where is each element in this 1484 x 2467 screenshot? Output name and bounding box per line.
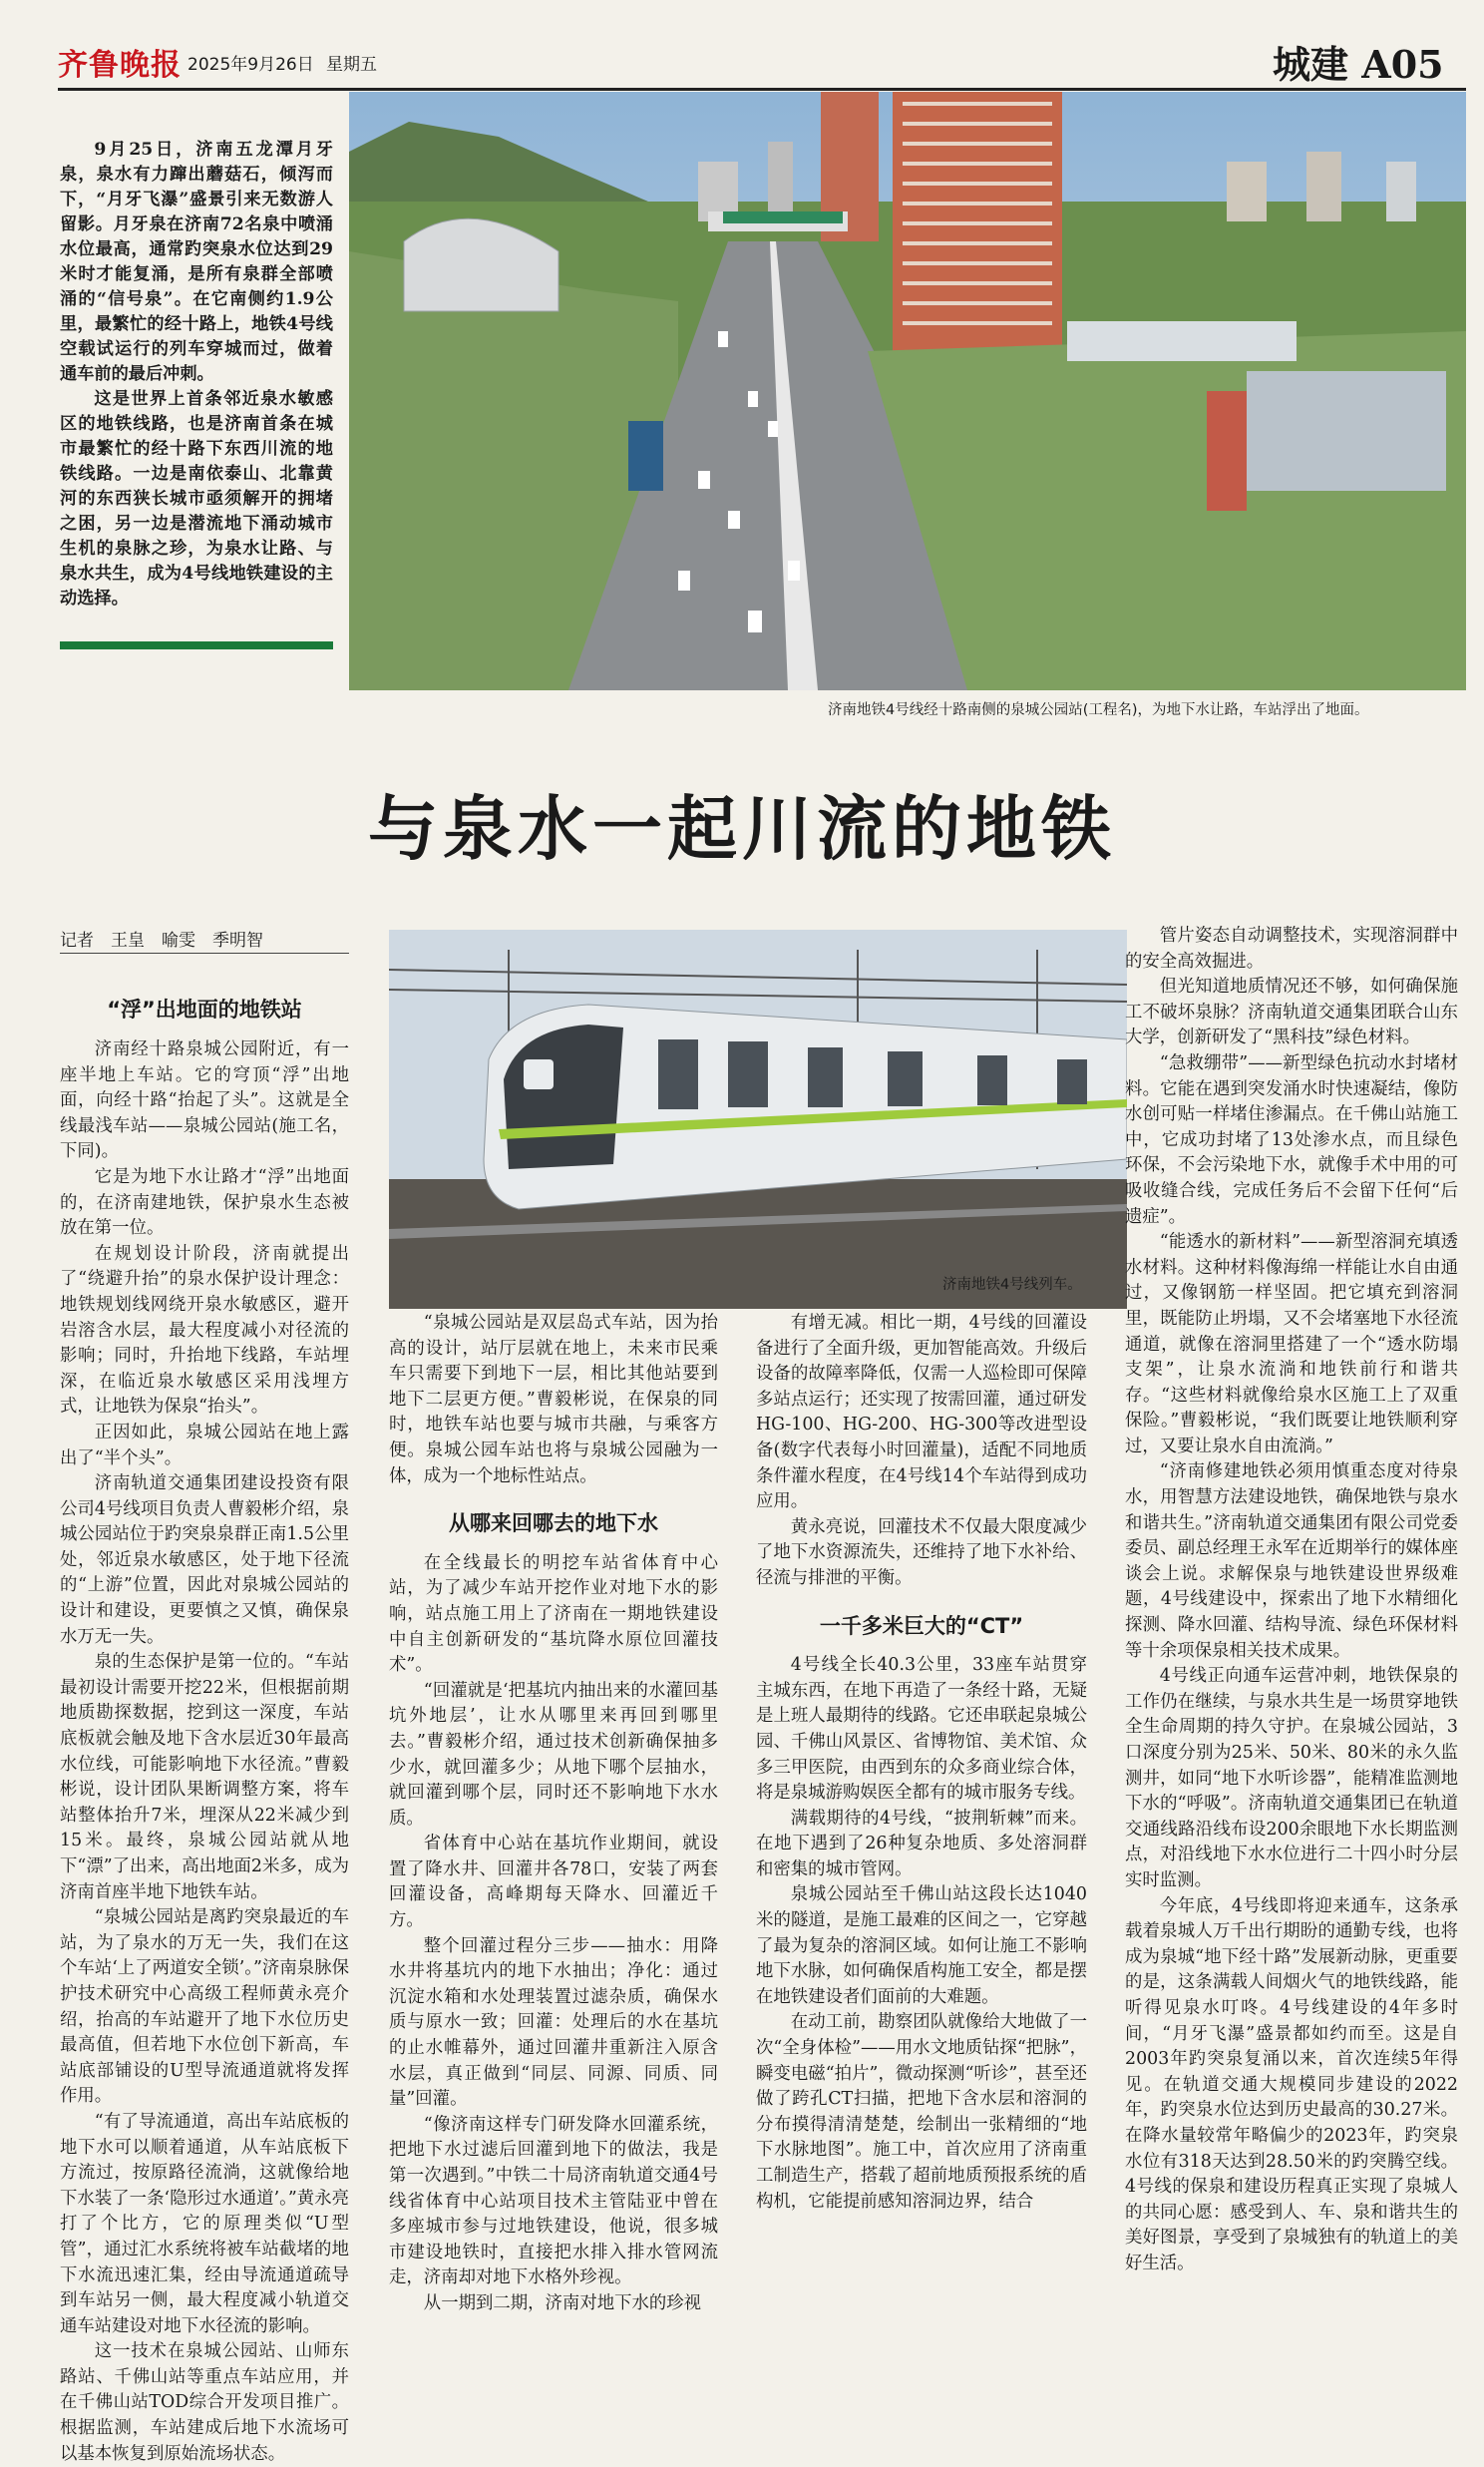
paragraph: 但光知道地质情况还不够，如何确保施工不破坏泉脉？济南轨道交通集团联合山东大学，创新研发了“黑科技”绿色材料。 xyxy=(1125,977,1458,1048)
paragraph: 这一技术在泉城公园站、山师东路站、千佛山站等重点车站应用，并在千佛山站TOD综合开发项目推广。根据监测，车站建成后地下水流场可以基本恢复到原始流场状态。 xyxy=(60,2341,349,2464)
intro-paragraph: 这是世界上首条邻近泉水敏感区的地铁线路，也是济南首条在城市最繁忙的经十路下东西川流的地铁线路。一边是南依泰山、北靠黄河的东西狭长城市亟须解开的拥堵之困，另一边是潜流地下涌动城市生机的泉脉之珍，为泉水让路、与泉水共生，成为4号线地铁建设的主动选择。 xyxy=(60,389,333,609)
paragraph: 4号线正向通车运营冲刺，地铁保泉的工作仍在继续，与泉水共生是一场贯穿地铁全生命周期的持久守护。在泉城公园站，3口深度分别为25米、50米、80米的永久监测井，如同“地下水听诊器”，能精准监测地下水的“呼吸”。济南轨道交通集团已在轨道交通线路沿线布设200余眼地下水长期监测点，对沿线地下水水位进行二十四小时分层实时监测。 xyxy=(1125,1666,1458,1890)
masthead xyxy=(0,0,1484,90)
intro-text xyxy=(60,138,333,612)
paragraph: 正因如此，泉城公园站在地上露出了“半个头”。 xyxy=(60,1422,349,1468)
paragraph: 济南经十路泉城公园附近，有一座半地上车站。它的穹顶“浮”出地面，向经十路“抬起了头”。这就是全线最浅车站——泉城公园站(施工名，下同)。 xyxy=(60,1039,349,1162)
intro-accent-bar xyxy=(60,641,333,649)
paragraph: 它是为地下水让路才“浮”出地面的，在济南建地铁，保护泉水生态被放在第一位。 xyxy=(60,1166,349,1239)
paragraph: 济南轨道交通集团建设投资有限公司4号线项目负责人曹毅彬介绍，泉城公园站位于趵突泉泉群正南1.5公里处，邻近泉水敏感区，处于地下径流的“上游”位置，因此对泉城公园站的设计和建设，更要慎之又慎，确保泉水万无一失。 xyxy=(60,1473,349,1647)
paragraph: “急救绷带”——新型绿色抗动水封堵材料。它能在遇到突发涌水时快速凝结，像防水创可贴一样堵住渗漏点。在千佛山站施工中，它成功封堵了13处渗水点，而且绿色环保，不会污染地下水，就像手术中用的可吸收缝合线，完成任务后不会留下任何“后遗症”。 xyxy=(1125,1052,1458,1227)
byline: 记者 王皇 喻雯 季明智 xyxy=(60,931,263,951)
paragraph: 满载期待的4号线，“披荆斩棘”而来。在地下遇到了26种复杂地质、多处溶洞群和密集的城市管网。 xyxy=(756,1808,1087,1879)
paragraph: 泉的生态保护是第一位的。“车站最初设计需要开挖22米，但根据前期地质勘探数据，挖到这一深度，车站底板就会触及地下含水层近30年最高水位线，可能影响地下水径流。”曹毅彬说，设计团队果断调整方案，将车站整体抬升7米，埋深从22米减少到15米。最终，泉城公园站就从地下“漂”了出来，高出地面2米多，成为济南首座半地下地铁车站。 xyxy=(60,1652,349,1902)
newspaper-logo: 齐鲁晚报 xyxy=(58,48,182,83)
byline-rule xyxy=(60,953,349,954)
article-column-3 xyxy=(756,1311,1087,2215)
paragraph: 在动工前，勘察团队就像给大地做了一次“全身体检”——用水文地质钻探“把脉”，瞬变电磁“拍片”，微动探测“听诊”，甚至还做了跨孔CT扫描，把地下含水层和溶洞的分布摸得清清楚楚，绘制出一张精细的“地下水脉地图”。施工中，首次应用了济南重工制造生产，搭载了超前地质预报系统的盾构机，它能提前感知溶洞边界，结合 xyxy=(756,2012,1087,2212)
subheading: 从哪来回哪去的地下水 xyxy=(449,1511,658,1536)
metro-train-photo xyxy=(389,930,1127,1309)
article-column-1 xyxy=(60,1037,349,2467)
photo-caption: 济南地铁4号线列车。 xyxy=(942,1277,1082,1293)
paragraph: 黄永亮说，回灌技术不仅最大限度减少了地下水资源流失，还维持了地下水补给、径流与排泄的平衡。 xyxy=(756,1516,1087,1588)
paragraph: 在全线最长的明挖车站省体育中心站，为了减少车站开挖作业对地下水的影响，站点施工用上了济南在一期地铁建设中自主创新研发的“基坑降水原位回灌技术”。 xyxy=(389,1552,718,1676)
paragraph: 今年底，4号线即将迎来通车，这条承载着泉城人万千出行期盼的通勤专线，也将成为泉城“地下经十路”发展新动脉，更重要的是，这条满载人间烟火气的地铁线路，能听得见泉水叮咚。4号线建设的4年多时间，“月牙飞瀑”盛景都如约而至。这是自2003年趵突泉复涌以来，首次连续5年得见。在轨道交通大规模同步建设的2022年，趵突泉水位达到历史最高的30.27米。在降水量较常年略偏少的2023年，趵突泉水位有318天达到28.50米的趵突腾空线。4号线的保泉和建设历程真正实现了泉城人的共同心愿：感受到人、车、泉和谐共生的美好图景，享受到了泉城独有的轨道上的美好生活。 xyxy=(1125,1895,1458,2273)
paragraph: 省体育中心站在基坑作业期间，就设置了降水井、回灌井各78口，安装了两套回灌设备，高峰期每天降水、回灌近千方。 xyxy=(389,1834,718,1931)
paragraph: “有了导流通道，高出车站底板的地下水可以顺着通道，从车站底板下方流过，按原路径流淌，这就像给地下水装了一条‘隐形过水通道’。”黄永亮打了个比方，它的原理类似“U型管”，通过汇水系统将被车站截堵的地下水流迅速汇集，经由导流通道疏导到车站另一侧，最大程度减小轨道交通车站建设对地下水径流的影响。 xyxy=(60,2111,349,2336)
paragraph: 有增无减。相比一期，4号线的回灌设备进行了全面升级，更加智能高效。升级后设备的故障率降低，仅需一人巡检即可保障多站点运行；还实现了按需回灌，通过研发HG-100、HG-200、HG-300等改进型设备(数字代表每小时回灌量)，适配不同地质条件灌水程度，在4号线14个车站得到成功应用。 xyxy=(756,1313,1087,1512)
article-column-4 xyxy=(1125,924,1458,2276)
paragraph: “泉城公园站是双层岛式车站，因为抬高的设计，站厅层就在地上，未来市民乘车只需要下到地下一层，相比其他站要到地下二层更方便。”曹毅彬说，在保泉的同时，地铁车站也要与城市共融，与乘客方便。泉城公园车站也将与泉城公园融为一体，成为一个地标性站点。 xyxy=(389,1313,718,1486)
article-column-2 xyxy=(389,1311,718,2317)
intro-paragraph: 9月25日，济南五龙潭月牙泉，泉水有力蹿出蘑菇石，倾泻而下，“月牙飞瀑”盛景引来无数游人留影。月牙泉在济南72名泉中喷涌水位最高，通常趵突泉水位达到29米时才能复涌，是所有泉群全部喷涌的“信号泉”。在它南侧约1.9公里，最繁忙的经十路上，地铁4号线空载试运行的列车穿城而过，做着通车前的最后冲刺。 xyxy=(60,140,333,384)
paragraph: “像济南这样专门研发降水回灌系统，把地下水过滤后回灌到地下的做法，我是第一次遇到。”中铁二十局济南轨道交通4号线省体育中心站项目技术主管陆亚中曾在多座城市参与过地铁建设，他说，很多城市建设地铁时，直接把水排入排水管网流走，济南却对地下水格外珍视。 xyxy=(389,2114,718,2288)
section-label: 城建 A05 xyxy=(1273,42,1444,87)
paragraph: “济南修建地铁必须用慎重态度对待泉水，用智慧方法建设地铁，确保地铁与泉水和谐共生。”济南轨道交通集团有限公司党委委员、副总经理王永军在近期举行的媒体座谈会上说。求解保泉与地铁建设世界级难题，4号线建设中，探索出了地下水精细化探测、降水回灌、结构导流、绿色环保材料等十余项保泉相关技术成果。 xyxy=(1125,1461,1458,1661)
paragraph: “泉城公园站是离趵突泉最近的车站，为了泉水的万无一失，我们在这个车站‘上了两道安全锁’。”济南泉脉保护技术研究中心高级工程师黄永亮介绍，抬高的车站避开了地下水位历史最高值，但若地下水位创下新高，车站底部铺设的U型导流通道就将发挥作用。 xyxy=(60,1907,349,2107)
paragraph: 在规划设计阶段，济南就提出了“绕避升抬”的泉水保护设计理念：地铁规划线网绕开泉水敏感区，避开岩溶含水层，最大程度减小对径流的影响；同时，升抬地下线路，车站埋深，在临近泉水敏感区采用浅埋方式，让地铁为保泉“抬头”。 xyxy=(60,1243,349,1418)
aerial-street-illustration xyxy=(349,92,1466,690)
paragraph: “回灌就是‘把基坑内抽出来的水灌回基坑外地层’，让水从哪里来再回到哪里去。”曹毅彬介绍，通过技术创新确保抽多少水，就回灌多少；从地下哪个层抽水，就回灌到哪个层，同时还不影响地下水水质。 xyxy=(389,1680,718,1829)
paragraph: 4号线全长40.3公里，33座车站贯穿主城东西，在地下再造了一条经十路，无疑是上班人最期待的线路。它还串联起泉城公园、千佛山风景区、省博物馆、美术馆、众多三甲医院，由西到东的众多商业综合体，将是泉城游购娱医全都有的城市服务专线。 xyxy=(756,1655,1087,1804)
paragraph: 管片姿态自动调整技术，实现溶洞群中的安全高效掘进。 xyxy=(1125,926,1458,972)
train-illustration xyxy=(389,930,1127,1309)
aerial-street-photo xyxy=(349,92,1466,690)
paragraph: 整个回灌过程分三步——抽水：用降水井将基坑内的地下水抽出；净化：通过沉淀水箱和水处理装置过滤杂质，确保水质与原水一致；回灌：处理后的水在基坑的止水帷幕外，通过回灌井重新注入原含水层，真正做到“同层、同源、同质、同量”回灌。 xyxy=(389,1935,718,2110)
issue-weekday: 星期五 xyxy=(326,55,377,75)
paragraph: “能透水的新材料”——新型溶洞充填透水材料。这种材料像海绵一样能让水自由通过，又像钢筋一样坚固。把它填充到溶洞里，既能防止坍塌，又不会堵塞地下水径流通道，就像在溶洞里搭建了一个“透水防塌支架”，让泉水流淌和地铁前行和谐共存。“这些材料就像给泉水区施工上了双重保险。”曹毅彬说，“我们既要让地铁顺利穿过，又要让泉水自由流淌。” xyxy=(1125,1232,1458,1456)
paragraph: 从一期到二期，济南对地下水的珍视 xyxy=(423,2292,702,2313)
paragraph: 泉城公园站至千佛山站这段长达1040米的隧道，是施工最难的区间之一，它穿越了最为复杂的溶洞区域。如何让施工不影响地下水脉，如何确保盾构施工安全，都是摆在地铁建设者们面前的大难题。 xyxy=(756,1884,1087,2007)
subheading: “浮”出地面的地铁站 xyxy=(107,998,302,1022)
masthead-rule xyxy=(58,88,1466,91)
subheading: 一千多米巨大的“CT” xyxy=(819,1613,1024,1638)
headline: 与泉水一起川流的地铁 xyxy=(368,787,1116,870)
photo-caption: 济南地铁4号线经十路南侧的泉城公园站(工程名)，为地下水让路，车站浮出了地面。 xyxy=(828,702,1369,718)
issue-date: 2025年9月26日 xyxy=(187,55,314,75)
